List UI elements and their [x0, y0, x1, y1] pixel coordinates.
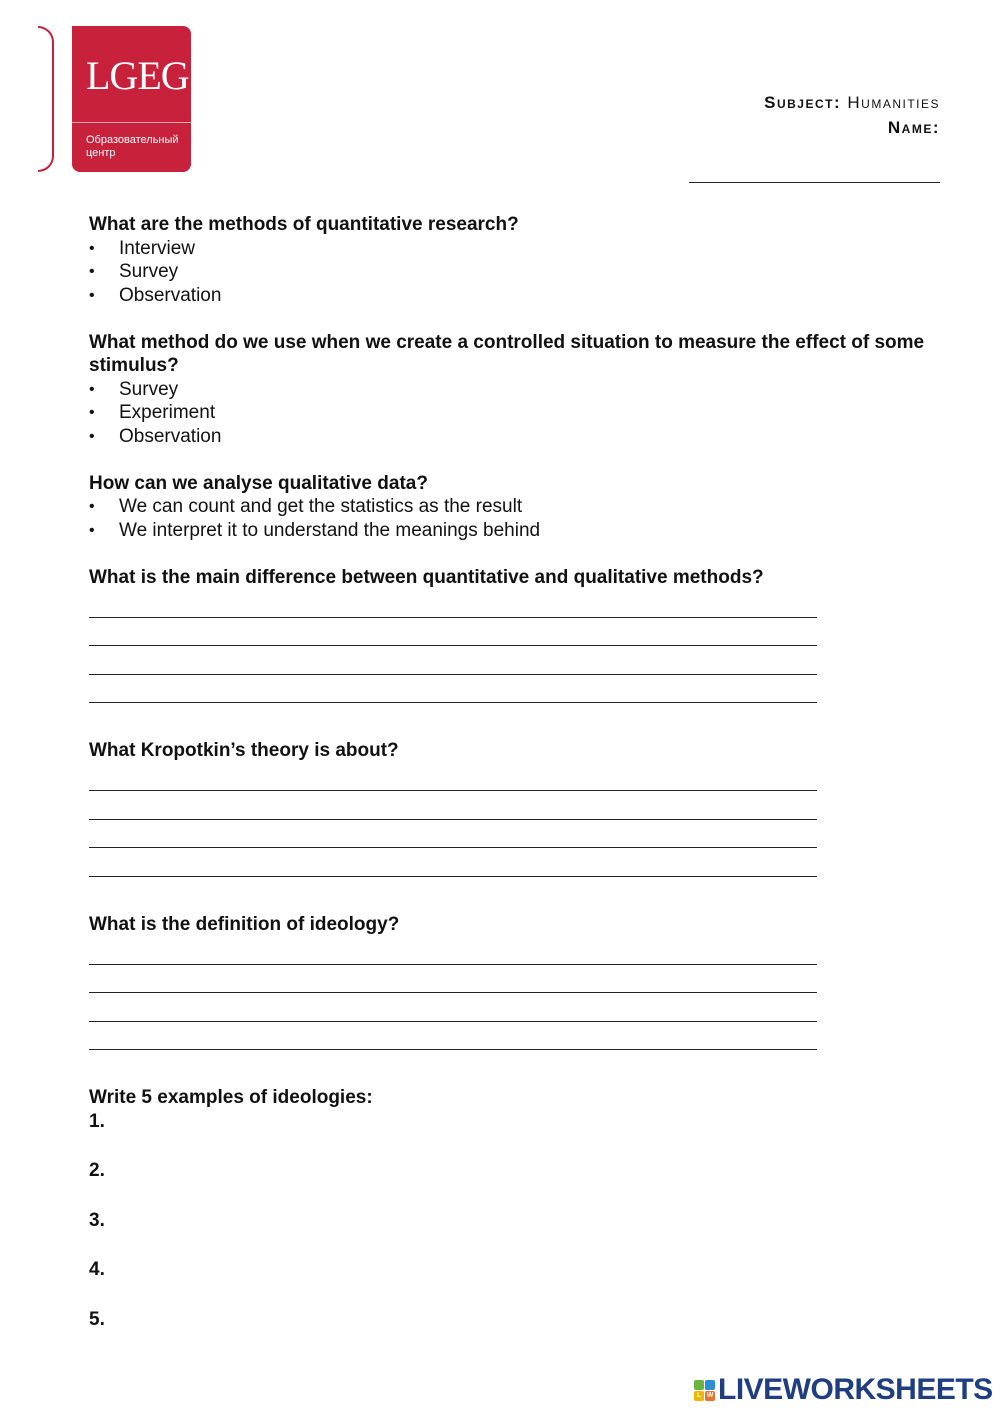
- option[interactable]: [89, 401, 929, 425]
- ideology-answer-5[interactable]: 5.: [89, 1308, 105, 1330]
- answer-line[interactable]: [89, 993, 817, 1022]
- option-label: Survey: [119, 261, 179, 282]
- subject-value: Humanities: [847, 93, 940, 112]
- worksheet-content: [89, 213, 929, 1357]
- option-label: We can count and get the statistics as the result: [119, 496, 523, 517]
- question-6: What is the definition of ideology?: [89, 913, 400, 935]
- option[interactable]: [89, 237, 929, 261]
- option[interactable]: [89, 260, 929, 284]
- question-4: What is the main difference between quantitative and qualitative methods?: [89, 566, 764, 588]
- answer-line[interactable]: [89, 646, 817, 675]
- answer-lines: [89, 936, 817, 1050]
- bullet-icon: •: [89, 427, 95, 445]
- ideology-answer-1[interactable]: 1.: [89, 1110, 105, 1132]
- question-1-options: [89, 237, 929, 308]
- bullet-icon: •: [89, 521, 95, 539]
- question-5: What Kropotkin’s theory is about?: [89, 740, 399, 761]
- logo-bracket: [38, 26, 54, 172]
- question-2-options: [89, 378, 929, 449]
- name-label: Name:: [887, 118, 940, 137]
- icon-tile-green: [694, 1380, 704, 1390]
- answer-line[interactable]: [89, 791, 817, 820]
- answer-line[interactable]: [89, 675, 817, 704]
- logo-subtitle-line1: Образовательный: [86, 134, 179, 146]
- subject-line: [764, 90, 940, 115]
- answer-line[interactable]: [89, 1022, 817, 1051]
- question-1: What are the methods of quantitative research?: [89, 214, 519, 235]
- answer-line[interactable]: [89, 820, 817, 849]
- answer-line[interactable]: [89, 763, 817, 792]
- icon-tile-yellow: L: [694, 1391, 704, 1401]
- answer-line[interactable]: [89, 848, 817, 877]
- option-label: We interpret it to understand the meanings behind: [119, 519, 541, 541]
- ideology-list: [89, 1110, 929, 1358]
- ideology-answer-4[interactable]: 4.: [89, 1259, 105, 1280]
- answer-lines: [89, 589, 817, 703]
- header-meta: [764, 90, 940, 140]
- answer-line[interactable]: [89, 936, 817, 965]
- answer-line[interactable]: [89, 965, 817, 994]
- option[interactable]: [89, 519, 929, 543]
- logo-title: LGEG: [86, 53, 189, 98]
- name-input-line[interactable]: [689, 182, 940, 183]
- option[interactable]: [89, 284, 929, 308]
- answer-line[interactable]: [89, 618, 817, 647]
- liveworksheets-brand: [694, 1374, 993, 1406]
- ideology-answer-3[interactable]: 3.: [89, 1209, 105, 1231]
- icon-tile-orange: W: [706, 1391, 714, 1399]
- option-label: Survey: [119, 378, 179, 400]
- bullet-icon: •: [89, 286, 95, 304]
- bullet-icon: •: [89, 404, 95, 421]
- question-3-options: [89, 495, 929, 542]
- option-label: Experiment: [119, 402, 216, 423]
- brand-text: LIVEWORKSHEETS: [718, 1373, 993, 1406]
- option-label: Observation: [119, 425, 222, 447]
- question-3: How can we analyse qualitative data?: [89, 472, 428, 494]
- subject-label: Subject:: [764, 93, 842, 112]
- answer-line[interactable]: [89, 589, 817, 618]
- question-7: Write 5 examples of ideologies:: [89, 1087, 373, 1108]
- option[interactable]: [89, 495, 929, 519]
- bullet-icon: •: [89, 498, 95, 515]
- bullet-icon: •: [89, 263, 95, 280]
- option-label: Interview: [119, 237, 196, 259]
- option[interactable]: [89, 425, 929, 449]
- bullet-icon: •: [89, 380, 95, 398]
- bullet-icon: •: [89, 239, 95, 257]
- icon-tile-blue: [705, 1380, 715, 1390]
- option[interactable]: [89, 378, 929, 402]
- question-2: What method do we use when we create a controlled situation to measure the effect of some stimulus?: [89, 331, 925, 376]
- ideology-answer-2[interactable]: 2.: [89, 1160, 105, 1181]
- option-label: Observation: [119, 284, 222, 306]
- logo-divider: [72, 122, 191, 123]
- logo: [72, 26, 191, 172]
- logo-subtitle: [86, 134, 179, 160]
- liveworksheets-logo-icon: [694, 1380, 715, 1401]
- logo-subtitle-line2: центр: [86, 147, 116, 159]
- answer-lines: [89, 763, 817, 877]
